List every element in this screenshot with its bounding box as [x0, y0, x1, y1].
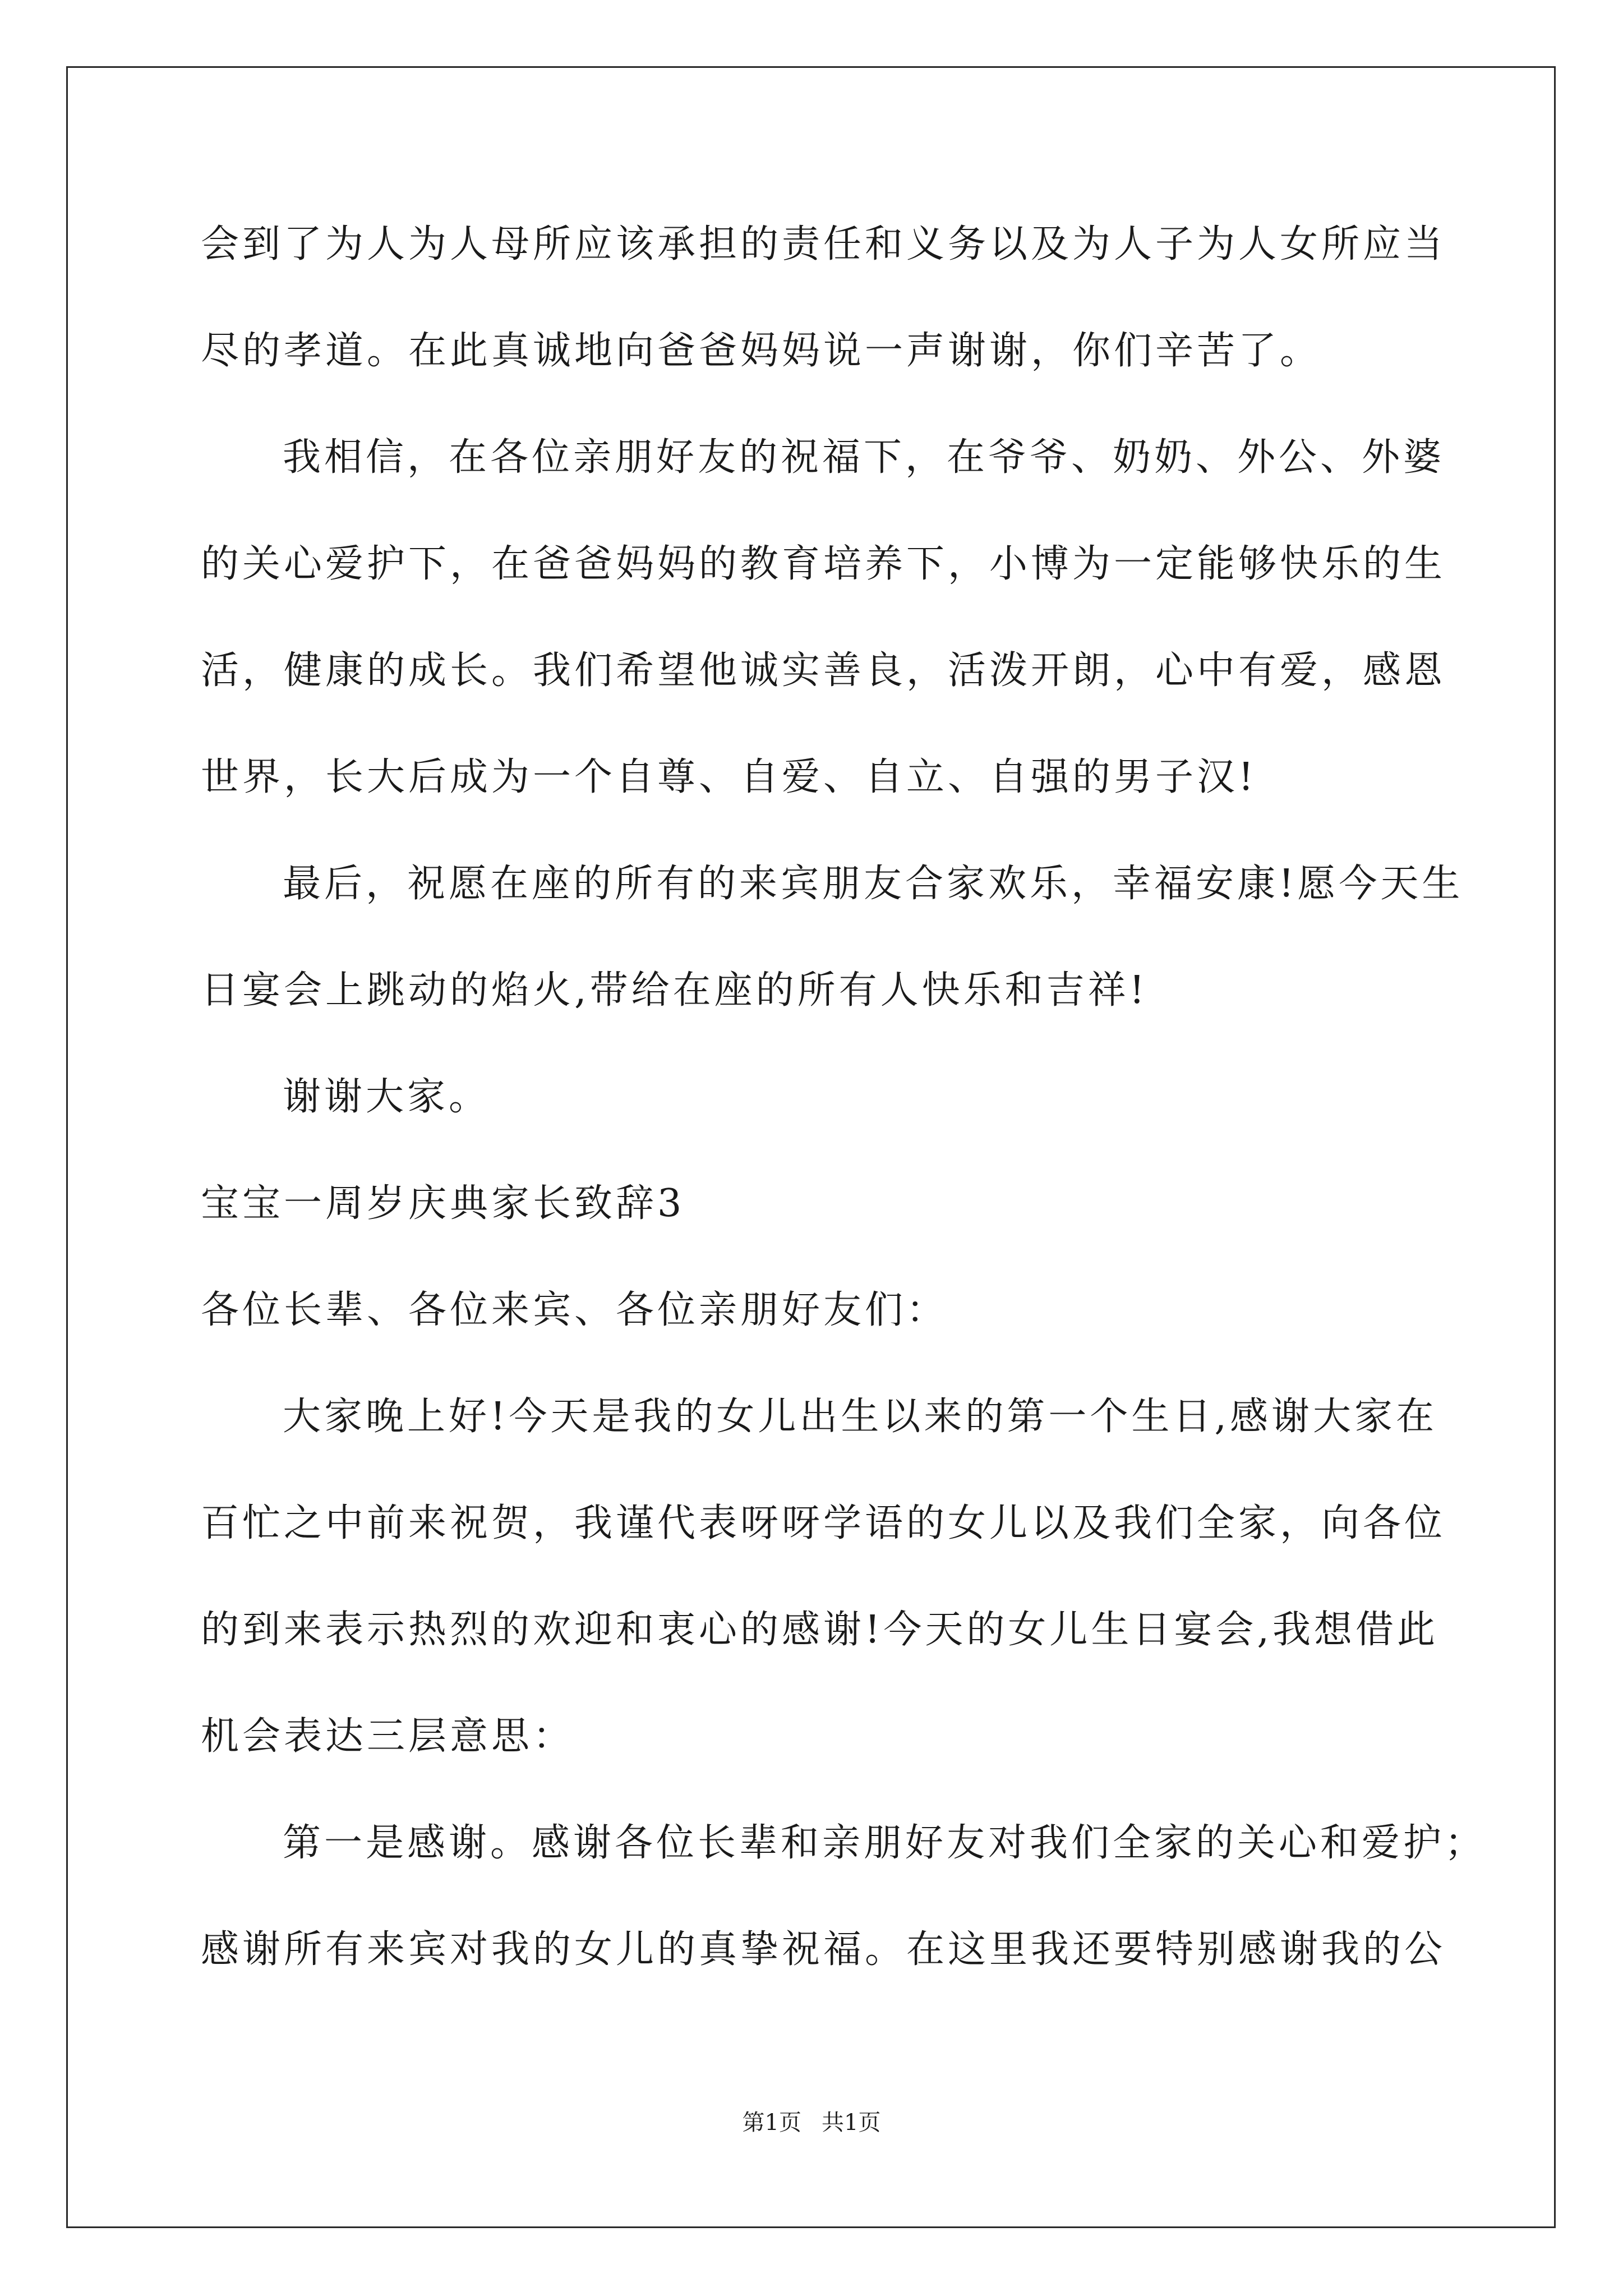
section-heading: 宝宝一周岁庆典家长致辞3 [201, 1181, 685, 1226]
paragraph-start: 我相信，在各位亲朋好友的祝福下，在爷爷、奶奶、外公、外婆 [283, 435, 1445, 480]
text-line: 世界，长大后成为一个自尊、自爱、自立、自强的男子汉! [201, 755, 1257, 799]
text-line: 百忙之中前来祝贺，我谨代表呀呀学语的女儿以及我们全家，向各位 [201, 1501, 1446, 1545]
page-total: 共1页 [822, 2110, 881, 2136]
page-footer [0, 2109, 1623, 2136]
text-line: 的关心爱护下，在爸爸妈妈的教育培养下，小博为一定能够快乐的生 [201, 542, 1446, 586]
page-border [66, 66, 1556, 2228]
paragraph-start: 最后，祝愿在座的所有的来宾朋友合家欢乐，幸福安康!愿今天生 [283, 862, 1464, 906]
text-line: 活，健康的成长。我们希望他诚实善良，活泼开朗，心中有爱，感恩 [201, 648, 1446, 693]
paragraph-start: 第一是感谢。感谢各位长辈和亲朋好友对我们全家的关心和爱护； [283, 1821, 1487, 1865]
text-line: 机会表达三层意思： [201, 1714, 575, 1759]
text-line: 尽的孝道。在此真诚地向爸爸妈妈说一声谢谢，你们辛苦了。 [201, 329, 1322, 373]
text-line: 会到了为人为人母所应该承担的责任和义务以及为人子为人女所应当 [201, 222, 1446, 266]
text-line: 的到来表示热烈的欢迎和衷心的感谢!今天的女儿生日宴会,我想借此 [201, 1608, 1438, 1652]
paragraph-start: 谢谢大家。 [283, 1075, 491, 1119]
text-line: 感谢所有来宾对我的女儿的真挚祝福。在这里我还要特别感谢我的公 [201, 1927, 1446, 1972]
paragraph-start: 大家晚上好!今天是我的女儿出生以来的第一个生日,感谢大家在 [283, 1395, 1437, 1439]
salutation: 各位长辈、各位来宾、各位亲朋好友们： [201, 1288, 948, 1332]
page-number: 第1页 [742, 2110, 801, 2136]
text-line: 日宴会上跳动的焰火,带给在座的所有人快乐和吉祥! [201, 968, 1148, 1013]
